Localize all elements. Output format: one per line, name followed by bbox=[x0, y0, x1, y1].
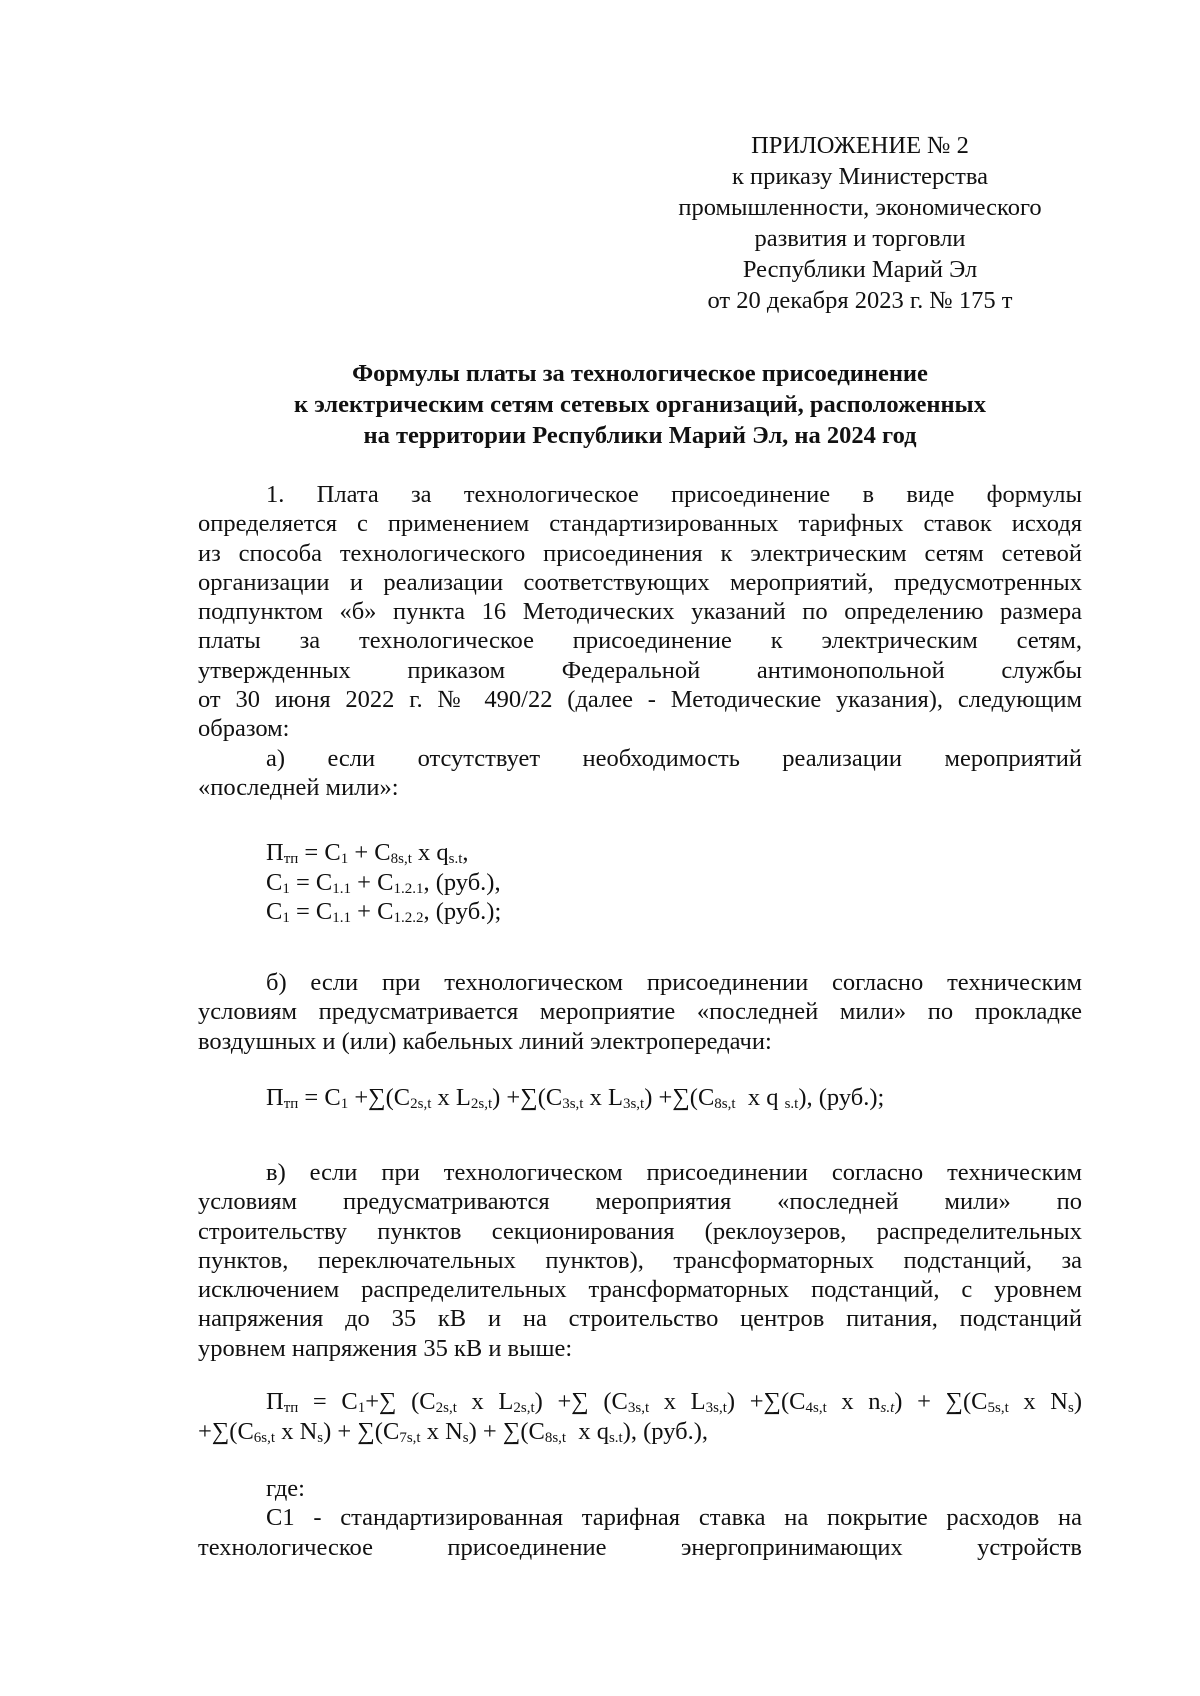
paragraph-1 bbox=[198, 480, 1082, 802]
item-v-line: уровнем напряжения 35 кВ и выше: bbox=[198, 1334, 573, 1362]
item-v-line: строительству пунктов секционирования (реклоузеров, распределительных bbox=[198, 1217, 1082, 1245]
appendix-number: ПРИЛОЖЕНИЕ № 2 bbox=[751, 132, 969, 159]
formula-b: $П_{тп} = C_1 +\sum(C_{2s,t}$ x $L_{2s,t}) +\sum(C_{3s,t}$ x $L_{3s,t}) +\sum(C_{8s,t}$ x q $_{s.t}$), (руб.); bbox=[266, 1084, 885, 1112]
item-b bbox=[198, 968, 1082, 1056]
paragraph-1-line: из способа технологического присоединения к электрическим сетям сетевой bbox=[198, 539, 1082, 567]
paragraph-1-line: от 30 июня 2022 г. № 490/22 (далее - Методические указания), следующим bbox=[198, 686, 1082, 714]
formula-a-1: $П_{тп} = C_1 + C_{8s,t}$ x $q_{s.t}$, bbox=[266, 839, 469, 867]
where-section bbox=[198, 1474, 1082, 1562]
item-v bbox=[198, 1158, 1082, 1363]
where-definition-line: C1 - стандартизированная тарифная ставка на покрытие расходов на bbox=[266, 1504, 1082, 1532]
formula-v-line-1: $П_{тп} = C_1+\sum$ ($C_{2s,t}$ x $L_{2s,t}$) +∑ ($C_{3s,t}$ x $L_{3s,t}) +\sum(C_{4s,t}$ x $n_{s.t}) + \sum(C_{5s,t}$ x $N_s$) bbox=[266, 1388, 1082, 1416]
item-a-line: а) если отсутствует необходимость реализации мероприятий bbox=[266, 744, 1082, 772]
item-v-line: условиям предусматриваются мероприятия «последней мили» по bbox=[198, 1188, 1082, 1216]
document-title bbox=[150, 358, 1130, 451]
formula-v-line-2: $+\sum(C_{6s,t}$ x $N_s) + \sum(C_{7s,t}$ x $N_s) + \sum(C_{8s,t}$ x $q_{s.t}$), (руб.), bbox=[198, 1417, 709, 1446]
paragraph-1-line: утвержденных приказом Федеральной антимонопольной службы bbox=[198, 656, 1082, 684]
appendix-ministry-line: промышленности, экономического bbox=[678, 194, 1042, 221]
paragraph-1-line: образом: bbox=[198, 715, 290, 743]
item-b-line: б) если при технологическом присоединении согласно техническим bbox=[266, 969, 1082, 996]
where-definition-line: технологическое присоединение энергопринимающих устройств bbox=[198, 1533, 1082, 1561]
paragraph-1-line: подпунктом «б» пункта 16 Методических указаний по определению размера bbox=[198, 598, 1082, 626]
formula-block-v bbox=[198, 1387, 1082, 1446]
formula-block-b bbox=[266, 1083, 884, 1113]
formula-block-a bbox=[266, 838, 501, 927]
where-label: где: bbox=[266, 1475, 305, 1502]
paragraph-1-line: определяется с применением стандартизированных тарифных ставок исходя bbox=[198, 510, 1082, 538]
formula-a-3: $C_1 = C_{1.1} + C_{1.2.2}$, (руб.); bbox=[266, 898, 502, 926]
appendix-order-line: к приказу Министерства bbox=[732, 163, 988, 190]
formula-a-2: $C_1 = C_{1.1} + C_{1.2.1}$, (руб.), bbox=[266, 868, 501, 897]
item-v-line: в) если при технологическом присоединении согласно техническим bbox=[266, 1159, 1082, 1186]
item-b-line: условиям предусматривается мероприятие «последней мили» по прокладке bbox=[198, 998, 1082, 1026]
appendix-ministry-line-2: развития и торговли bbox=[754, 225, 966, 252]
item-a-line: «последней мили»: bbox=[198, 773, 399, 801]
title-line-1: Формулы платы за технологическое присоединение bbox=[352, 360, 928, 387]
item-v-line: напряжения до 35 кВ и на строительство центров питания, подстанций bbox=[198, 1305, 1082, 1333]
paragraph-1-line: организации и реализации соответствующих мероприятий, предусмотренных bbox=[198, 568, 1082, 596]
title-line-3: на территории Республики Марий Эл, на 2024 год bbox=[363, 422, 917, 449]
paragraph-1-line: платы за технологическое присоединение к электрическим сетям, bbox=[198, 627, 1082, 655]
item-b-line: воздушных и (или) кабельных линий электропередачи: bbox=[198, 1027, 772, 1055]
item-v-line: пунктов, переключательных пунктов), трансформаторных подстанций, за bbox=[198, 1246, 1082, 1274]
appendix-date-line: от 20 декабря 2023 г. № 175 т bbox=[707, 287, 1013, 314]
appendix-republic-line: Республики Марий Эл bbox=[742, 256, 978, 283]
title-line-2: к электрическим сетям сетевых организаций, расположенных bbox=[294, 391, 986, 418]
paragraph-1-line: 1. Плата за технологическое присоединение в виде формулы bbox=[266, 481, 1082, 508]
appendix-header bbox=[640, 130, 1080, 316]
item-v-line: исключением распределительных трансформаторных подстанций, с уровнем bbox=[198, 1276, 1082, 1304]
